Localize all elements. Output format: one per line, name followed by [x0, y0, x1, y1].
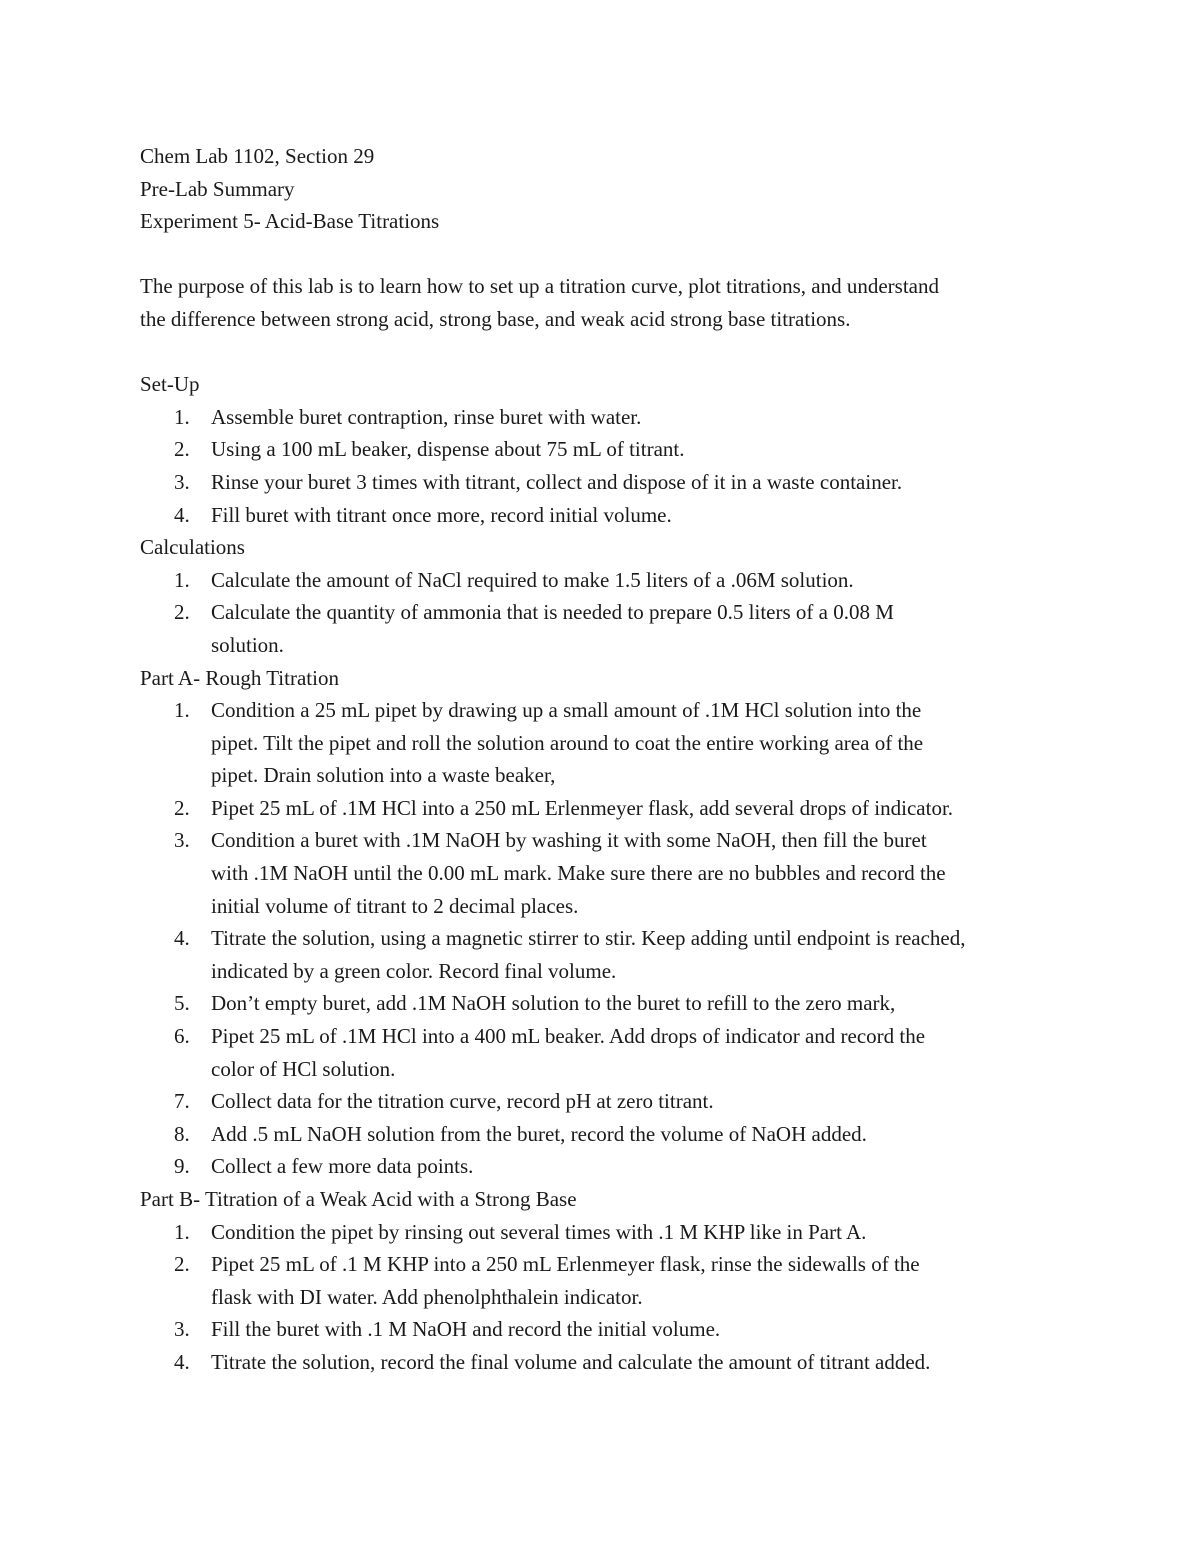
- step-text-line: Pipet 25 mL of .1 M KHP into a 250 mL Erlenmeyer flask, rinse the sidewalls of the: [211, 1252, 920, 1277]
- section-title: Part A- Rough Titration: [140, 665, 339, 690]
- list-item: [140, 792, 1070, 825]
- step-text-line: Pipet 25 mL of .1M HCl into a 400 mL beaker. Add drops of indicator and record the: [211, 1024, 926, 1049]
- step-text-line: Don’t empty buret, add .1M NaOH solution to the buret to refill to the zero mark,: [211, 991, 896, 1016]
- step-number: 4.: [174, 1349, 190, 1374]
- step-list: [140, 1216, 1070, 1379]
- step-list: [140, 694, 1070, 1183]
- list-item: [140, 1085, 1070, 1118]
- step-number: 3.: [174, 469, 190, 494]
- step-text-line: Titrate the solution, using a magnetic stirrer to stir. Keep adding until endpoint is reached,: [211, 926, 966, 951]
- step-number: 2.: [174, 1252, 190, 1277]
- step-number: 3.: [174, 1317, 190, 1342]
- list-item: [140, 987, 1070, 1020]
- step-text-line: solution.: [211, 632, 284, 657]
- step-text-line: Calculate the amount of NaCl required to make 1.5 liters of a .06M solution.: [211, 567, 854, 592]
- step-number: 4.: [174, 502, 190, 527]
- step-text-line: indicated by a green color. Record final volume.: [211, 958, 617, 983]
- step-number: 4.: [174, 926, 190, 951]
- step-number: 3.: [174, 828, 190, 853]
- spacer: [140, 238, 1070, 271]
- step-text-line: Condition a 25 mL pipet by drawing up a small amount of .1M HCl solution into the: [211, 698, 922, 723]
- document-page: [140, 140, 1070, 1379]
- step-text-line: Fill the buret with .1 M NaOH and record the initial volume.: [211, 1317, 721, 1342]
- list-item: [140, 499, 1070, 532]
- step-text-line: Fill buret with titrant once more, record initial volume.: [211, 502, 672, 527]
- step-number: 9.: [174, 1154, 190, 1179]
- step-number: 7.: [174, 1089, 190, 1114]
- step-text-line: Collect data for the titration curve, record pH at zero titrant.: [211, 1089, 714, 1114]
- step-text-line: color of HCl solution.: [211, 1056, 396, 1081]
- step-text-line: pipet. Drain solution into a waste beaker,: [211, 763, 556, 788]
- experiment-title: Experiment 5- Acid-Base Titrations: [140, 209, 440, 234]
- step-text-line: Calculate the quantity of ammonia that is needed to prepare 0.5 liters of a 0.08 M: [211, 600, 894, 625]
- document-type: Pre-Lab Summary: [140, 176, 295, 201]
- list-item: [140, 1150, 1070, 1183]
- step-number: 2.: [174, 437, 190, 462]
- section-title: Part B- Titration of a Weak Acid with a Strong Base: [140, 1187, 577, 1211]
- purpose-line-2: the difference between strong acid, strong base, and weak acid strong base titrations.: [140, 306, 851, 331]
- step-text-line: Add .5 mL NaOH solution from the buret, record the volume of NaOH added.: [211, 1121, 867, 1146]
- step-text-line: Pipet 25 mL of .1M HCl into a 250 mL Erlenmeyer flask, add several drops of indicator.: [211, 795, 954, 820]
- step-number: 6.: [174, 1024, 190, 1049]
- step-number: 2.: [174, 600, 190, 625]
- step-text-line: Rinse your buret 3 times with titrant, collect and dispose of it in a waste container.: [211, 469, 903, 494]
- list-item: [140, 466, 1070, 499]
- list-item: [140, 596, 1070, 661]
- step-text-line: initial volume of titrant to 2 decimal places.: [211, 893, 579, 918]
- list-item: [140, 1313, 1070, 1346]
- list-item: [140, 433, 1070, 466]
- section-title: Set-Up: [140, 372, 200, 397]
- step-number: 1.: [174, 567, 190, 592]
- step-text-line: Titrate the solution, record the final volume and calculate the amount of titrant added.: [211, 1349, 931, 1374]
- list-item: [140, 401, 1070, 434]
- list-item: [140, 694, 1070, 792]
- list-item: [140, 1216, 1070, 1249]
- section-title: Calculations: [140, 535, 245, 560]
- step-list: [140, 564, 1070, 662]
- step-number: 1.: [174, 698, 190, 723]
- list-item: [140, 1346, 1070, 1379]
- step-number: 8.: [174, 1121, 190, 1146]
- list-item: [140, 564, 1070, 597]
- step-text-line: Using a 100 mL beaker, dispense about 75 mL of titrant.: [211, 437, 685, 462]
- step-text-line: with .1M NaOH until the 0.00 mL mark. Make sure there are no bubbles and record the: [211, 861, 946, 886]
- step-text-line: Collect a few more data points.: [211, 1154, 474, 1179]
- step-text-line: Assemble buret contraption, rinse buret with water.: [211, 404, 642, 429]
- spacer: [140, 336, 1070, 369]
- step-list: [140, 401, 1070, 531]
- list-item: [140, 824, 1070, 922]
- step-text-line: pipet. Tilt the pipet and roll the solution around to coat the entire working area of the: [211, 730, 924, 755]
- purpose-line-1: The purpose of this lab is to learn how to set up a titration curve, plot titrations, and understand: [140, 274, 939, 299]
- list-item: [140, 1118, 1070, 1151]
- step-text-line: Condition the pipet by rinsing out several times with .1 M KHP like in Part A.: [211, 1219, 867, 1244]
- list-item: [140, 1020, 1070, 1085]
- list-item: [140, 1248, 1070, 1313]
- procedure-sections: [140, 368, 1070, 1378]
- step-text-line: flask with DI water. Add phenolphthalein indicator.: [211, 1284, 643, 1309]
- course-title: Chem Lab 1102, Section 29: [140, 144, 375, 168]
- step-text-line: Condition a buret with .1M NaOH by washing it with some NaOH, then fill the buret: [211, 828, 927, 853]
- step-number: 1.: [174, 404, 190, 429]
- list-item: [140, 922, 1070, 987]
- step-number: 2.: [174, 795, 190, 820]
- step-number: 5.: [174, 991, 190, 1016]
- step-number: 1.: [174, 1219, 190, 1244]
